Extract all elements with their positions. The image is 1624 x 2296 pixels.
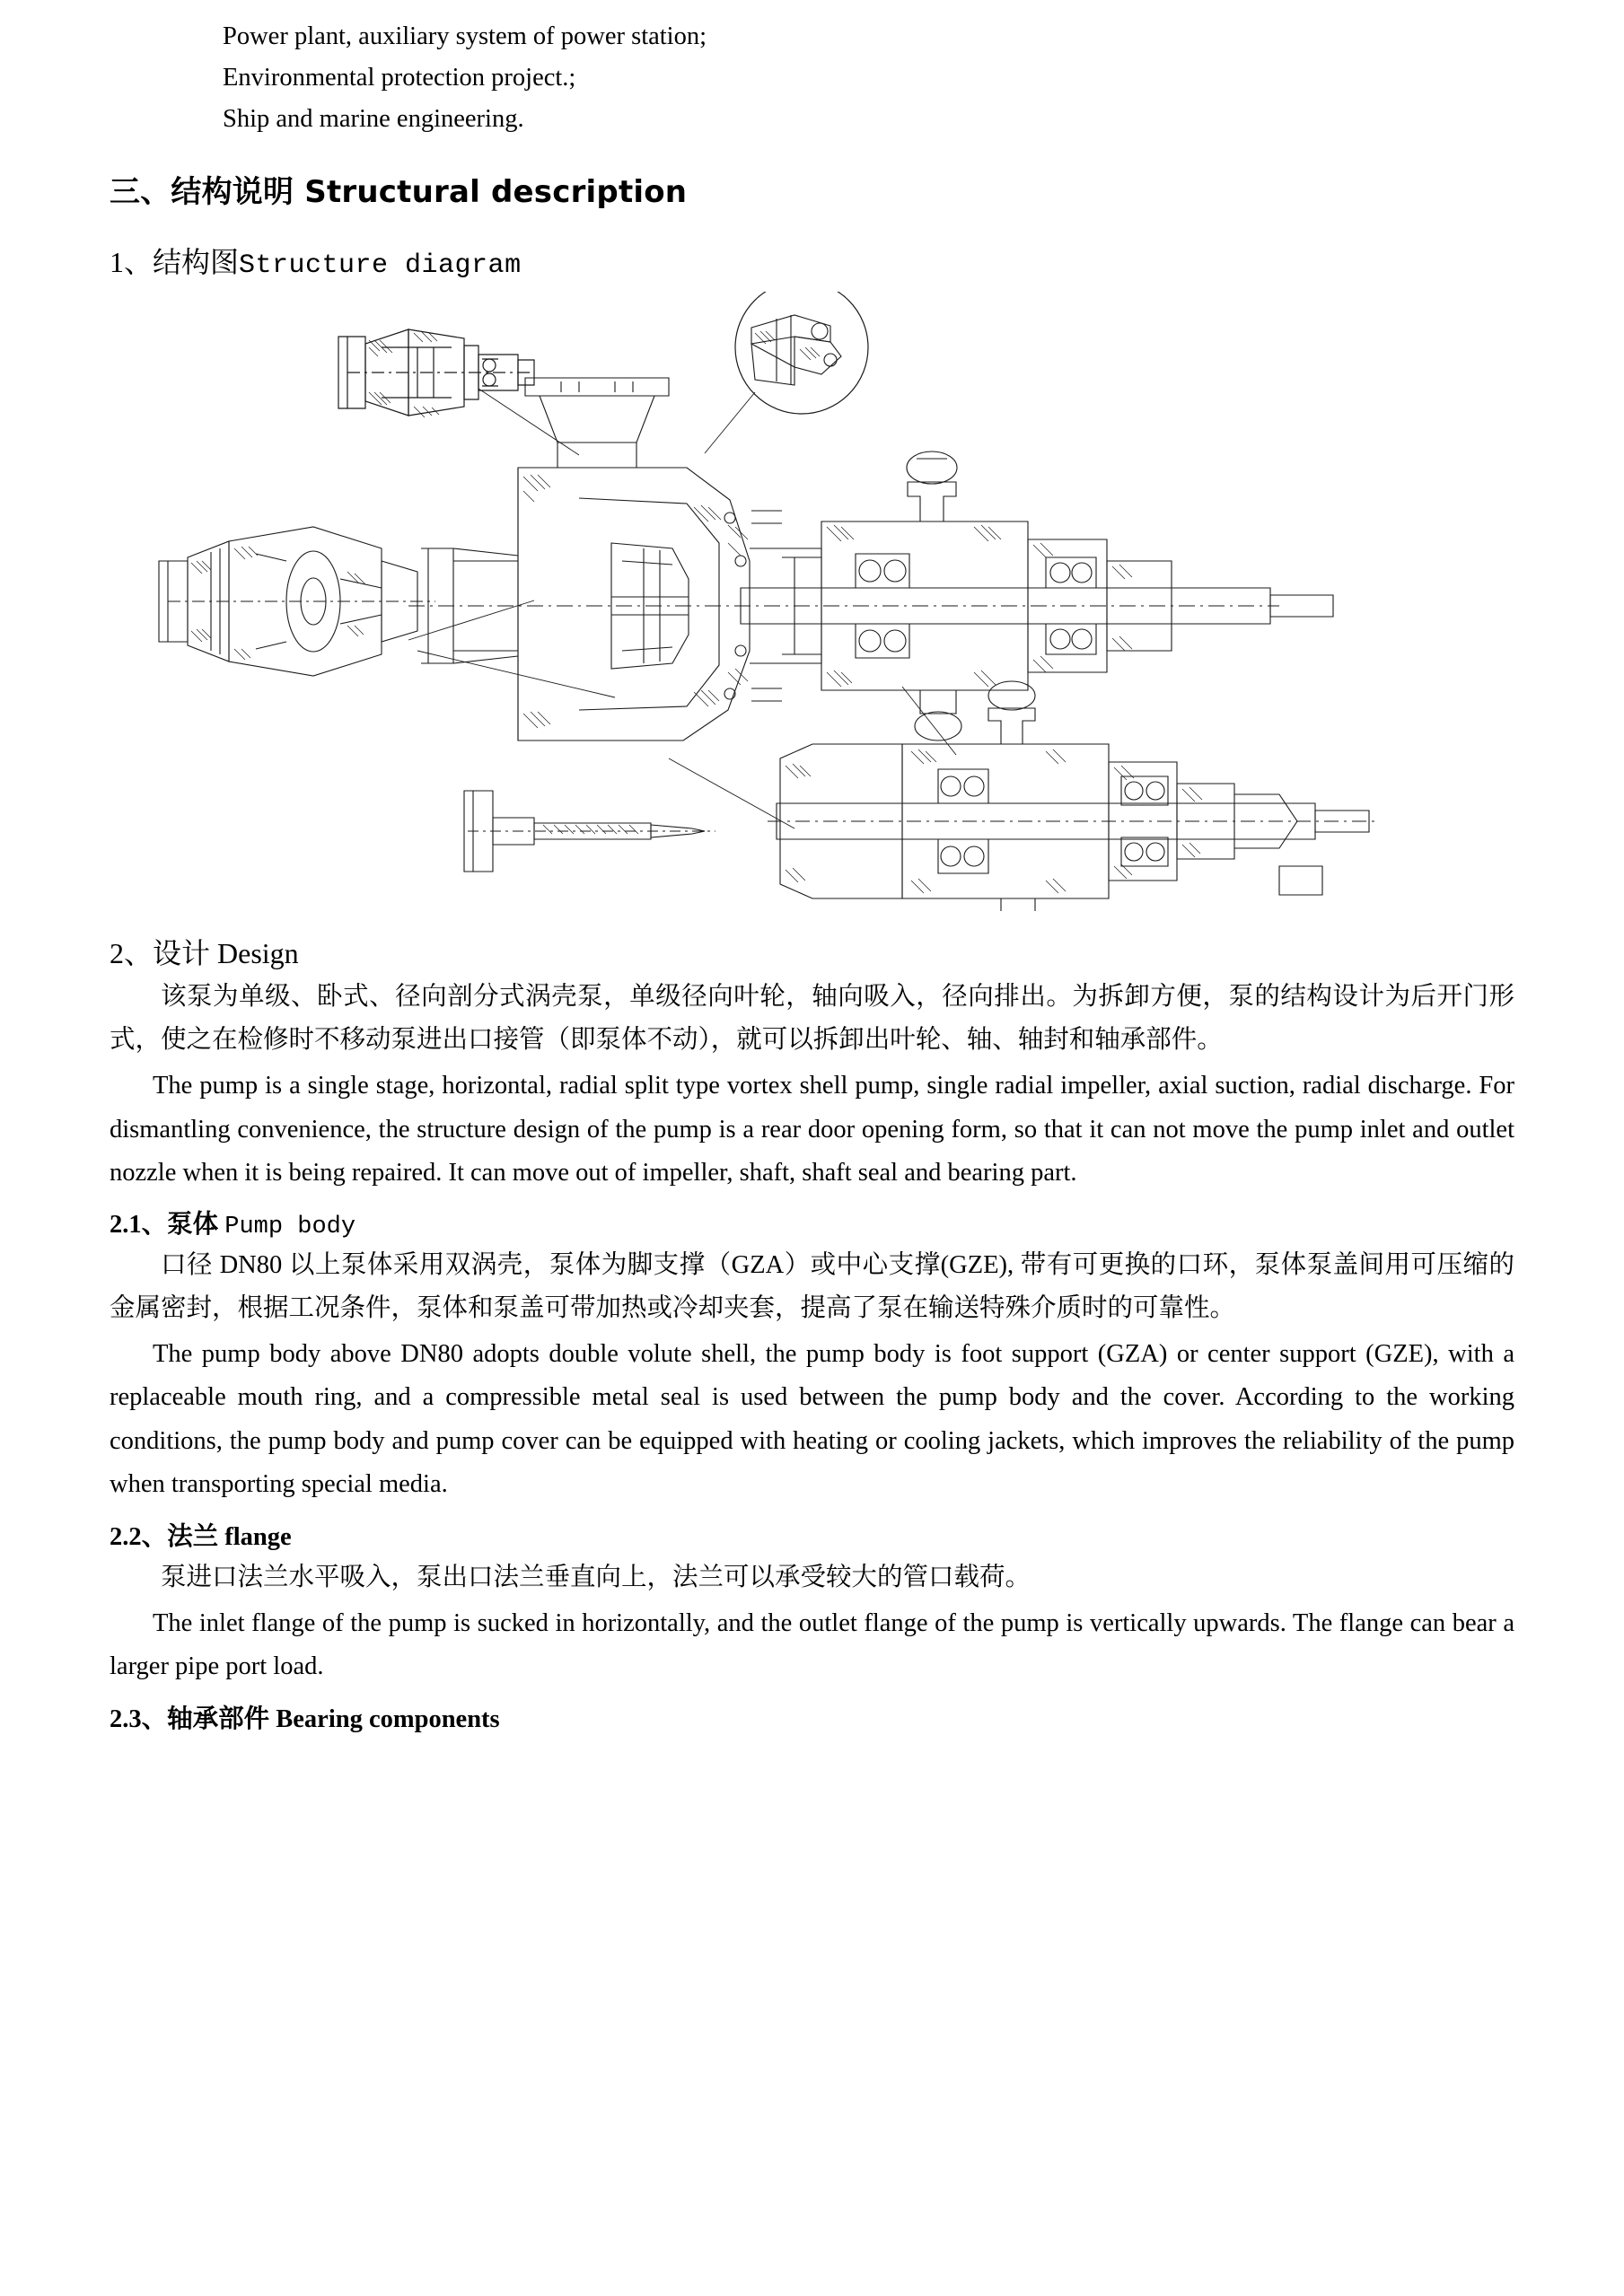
structure-diagram-figure [110, 292, 1514, 911]
subsection-2-paragraph-cn: 该泵为单级、卧式、径向剖分式涡壳泵，单级径向叶轮，轴向吸入，径向排出。为拆卸方便，泵的结构设计为后开门形式，使之在检修时不移动泵进出口接管（即泵体不动），就可以拆卸出叶轮、轴、轴封和轴承部件。 [110, 983, 1514, 1054]
detail-left-suction-cone [159, 527, 435, 676]
subsection-2-label-en: Design [217, 937, 299, 970]
item-2-1-paragraph-en: The pump body above DN80 adopts double volute shell, the pump body is foot support (GZA) or center support (GZE), with a replaceable mouth ring, and a compressible metal seal is used between the pump body and the cover. According to the working conditions, the pump body and pump cover can be equipped with heating or cooling jackets, which improves the reliability of the pump when transporting special media. [110, 1339, 1514, 1499]
item-2-1-paragraph-cn: 口径 DN80 以上泵体采用双涡壳，泵体为脚支撑（GZA）或中心支撑(GZE), 带有可更换的口环，泵体泵盖间用可压缩的金属密封，根据工况条件，泵体和泵盖可带加热或冷却夹套，提高了泵在输送特殊介质时的可靠性。 [110, 1251, 1514, 1322]
item-2-3-heading [110, 1698, 1514, 1735]
oil-cup [907, 451, 957, 521]
item-2-2-paragraph-cn: 泵进口法兰水平吸入，泵出口法兰垂直向上，法兰可以承受较大的管口载荷。 [161, 1563, 1031, 1591]
intro-line-1: Power plant, auxiliary system of power station; [223, 22, 707, 50]
bearing-bracket-assembly [741, 451, 1333, 741]
item-2-2-paragraph-en: The inlet flange of the pump is sucked in horizontally, and the outlet flange of the pump is vertically upwards. The flange can bear a larger pipe port load. [110, 1609, 1514, 1681]
section-heading [110, 167, 1514, 211]
detail-top-left [338, 329, 534, 417]
main-volute-casing [408, 378, 1279, 741]
subsection-2-heading [110, 931, 1514, 972]
subsection-2-paragraph-en: The pump is a single stage, horizontal, radial split type vortex shell pump, single radial impeller, axial suction, radial discharge. For dismantling convenience, the structure design of the pump is a rear door opening form, so that it can not move the pump inlet and outlet nozzle when it is being repaired. It can move out of impeller, shaft, shaft seal and bearing part. [110, 1072, 1514, 1187]
detail-bottom-right-bracket [768, 681, 1378, 911]
section-heading-title-en: Structural description [304, 174, 688, 211]
detail-shaft [464, 791, 715, 872]
section-heading-cn: 三、 [110, 174, 171, 211]
intro-line-2: Environmental protection project.; [223, 64, 576, 92]
item-2-1-label-cn: 2.1、泵体 [110, 1211, 219, 1240]
intro-line-3: Ship and marine engineering. [223, 105, 524, 134]
subsection-1-label-en: Structure diagram [239, 250, 522, 282]
pump-structure-diagram [112, 292, 1513, 911]
detail-top-right-bubble [705, 292, 868, 453]
subsection-1-heading [110, 240, 1514, 281]
item-2-3-label-en: Bearing components [276, 1704, 500, 1733]
item-2-2-label-cn: 2.2、法兰 [110, 1522, 219, 1551]
item-2-2-label-en: flange [224, 1522, 292, 1551]
subsection-1-label-cn: 1、结构图 [110, 246, 240, 279]
item-2-1-heading [110, 1204, 1514, 1240]
item-2-1-label-en: Pump body [224, 1214, 356, 1241]
section-heading-title-cn: 结构说明 [171, 174, 294, 211]
item-2-3-label-cn: 2.3、轴承部件 [110, 1704, 270, 1733]
item-2-2-heading [110, 1516, 1514, 1553]
subsection-2-label-cn: 2、设计 [110, 937, 211, 970]
